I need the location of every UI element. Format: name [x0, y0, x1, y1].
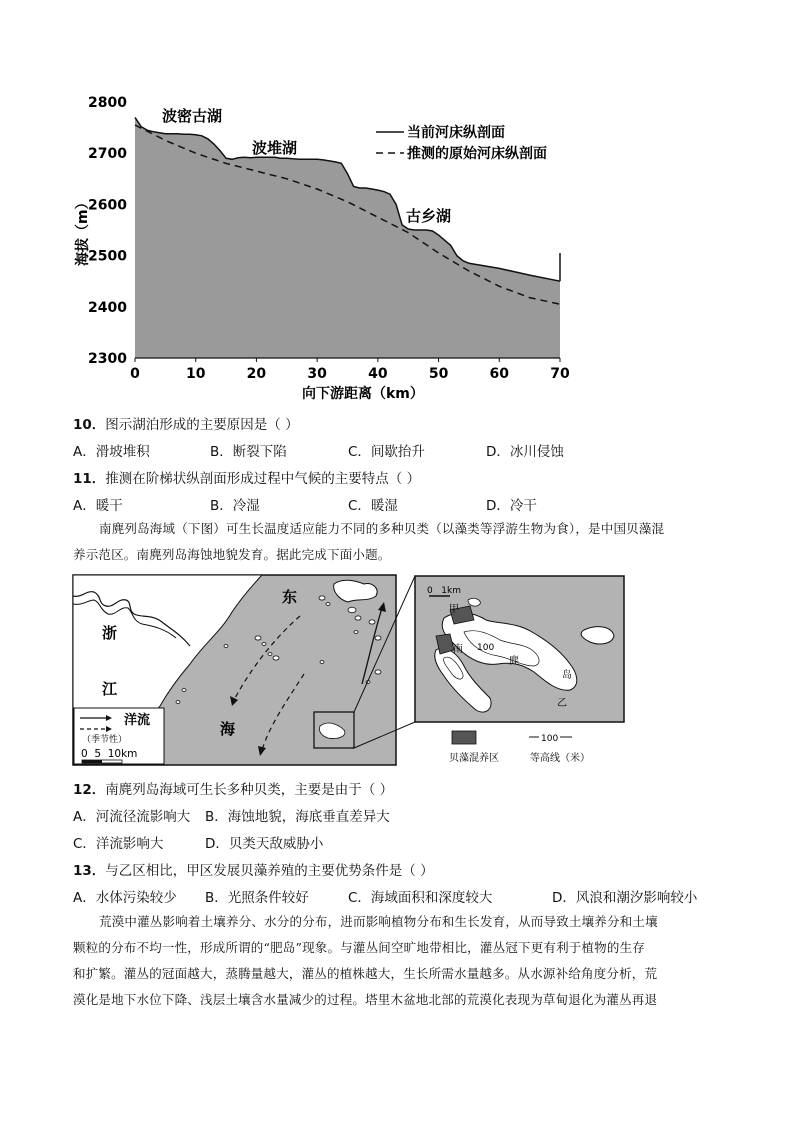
- y-tick-label: 2800: [88, 95, 127, 111]
- q11-option-b[interactable]: B．冷湿: [210, 498, 260, 514]
- islet: [375, 670, 381, 674]
- q10-option-d[interactable]: D．冰川侵蚀: [486, 444, 564, 460]
- q10-option-c[interactable]: C．间歇抬升: [348, 444, 425, 460]
- x-tick-label: 30: [307, 366, 327, 382]
- label-jiang: 江: [102, 680, 118, 698]
- question-13: 13．与乙区相比，甲区发展贝藻养殖的主要优势条件是（ ）: [73, 863, 434, 879]
- q12-option-c[interactable]: C．洋流影响大: [73, 836, 164, 852]
- islet: [182, 689, 186, 692]
- legend-seasonal-text: （季节性）: [82, 735, 128, 745]
- legend-inferred-label: 推测的原始河床纵剖面: [407, 146, 547, 162]
- legend-contour-text: 等高线（米）: [530, 753, 590, 764]
- lake-label-bomi: 波密古湖: [162, 107, 223, 125]
- inset-label-nan: 南: [453, 644, 463, 655]
- islet: [255, 636, 261, 640]
- q13-option-c[interactable]: C．海域面积和深度较大: [348, 890, 493, 906]
- q11-option-a[interactable]: A．暖干: [73, 498, 123, 514]
- inset-label-jia: 甲: [449, 604, 459, 615]
- y-tick-label: 2500: [88, 248, 127, 265]
- islet: [320, 661, 324, 664]
- lake-label-bodui: 波堆湖: [252, 139, 298, 157]
- q10-option-b[interactable]: B．断裂下陷: [210, 444, 287, 460]
- q11-option-c[interactable]: C．暖湿: [348, 498, 398, 514]
- islet: [262, 643, 266, 646]
- x-tick-label: 40: [368, 366, 388, 382]
- question-12: 12．南麂列岛海域可生长多种贝类，主要是由于（ ）: [73, 782, 394, 798]
- y-axis-title: 海拔（m）: [75, 195, 91, 266]
- legend-zone-swatch: [452, 731, 476, 744]
- inset-label-yi: 乙: [557, 698, 567, 709]
- islet: [326, 603, 330, 606]
- nanji-map: [72, 574, 727, 770]
- islet: [224, 645, 228, 648]
- inset-label-ji: 麂: [509, 656, 519, 667]
- legend-contour-value: 100: [541, 734, 559, 744]
- y-tick-label: 2300: [88, 351, 127, 367]
- islet: [268, 653, 272, 656]
- q12-option-b[interactable]: B．海蚀地貌，海底垂直差异大: [205, 809, 390, 825]
- question-10: 10．图示湖泊形成的主要原因是（ ）: [73, 417, 299, 433]
- q13-option-b[interactable]: B．光照条件较好: [205, 890, 309, 906]
- y-tick-label: 2600: [88, 197, 127, 214]
- islet: [369, 620, 375, 624]
- intro-paragraph-1: 南麂列岛海域（下图）可生长温度适应能力不同的多种贝类（以藻类等浮游生物为食），是中国贝藻混 养示范区。南麂列岛海蚀地貌发育。据此完成下面小题。: [73, 521, 665, 562]
- map-scale-text: 0 5 10km: [81, 748, 138, 760]
- islet: [273, 656, 279, 660]
- x-tick-label: 50: [428, 366, 449, 382]
- x-tick-label: 0: [130, 366, 140, 382]
- y-tick-label: 2700: [88, 146, 127, 163]
- inset-contour-label: 100: [477, 643, 495, 653]
- island-ne: [334, 580, 377, 602]
- label-zhe: 浙: [102, 624, 118, 642]
- label-hai: 海: [220, 720, 236, 738]
- x-axis-title: 向下游距离（km）: [302, 386, 424, 402]
- inset-scale-text: 0 1km: [427, 586, 462, 596]
- profile-chart: [70, 88, 590, 408]
- q13-option-d[interactable]: D．风浪和潮汐影响较小: [552, 890, 698, 906]
- x-tick-label: 20: [246, 366, 267, 382]
- q12-option-a[interactable]: A．河流径流影响大: [73, 809, 191, 825]
- islet: [355, 616, 361, 620]
- q12-option-d[interactable]: D．贝类天敌威胁小: [205, 836, 324, 852]
- q11-option-d[interactable]: D．冷干: [486, 498, 537, 514]
- intro-paragraph-2: 荒漠中灌丛影响着土壤养分、水分的分布，进而影响植物分布和生长发育，从而导致土壤养分和土壤 颗粒的分布不均一性，形成所谓的“肥岛”现象。与灌丛间空旷地带相比，灌丛冠下更有利于植物的生存 和扩繁。灌丛的冠面越大，蒸腾量越大，灌丛的植株越大，生长所需水量越多。从水源补给角度分析，荒 漠化是地下水位下降、浅层土壤含水量减少的过程。塔里木盆地北部的荒漠化表现为草甸退化为灌丛再退: [73, 914, 658, 1007]
- legend-current-text: 洋流: [124, 713, 151, 728]
- islet: [176, 701, 180, 704]
- label-dong: 东: [282, 588, 298, 606]
- x-tick-label: 10: [185, 366, 206, 382]
- map-scale-bar-fill: [82, 760, 102, 763]
- legend-current-label: 当前河床纵剖面: [407, 125, 505, 141]
- q13-option-a[interactable]: A．水体污染较少: [73, 890, 177, 906]
- inset-label-dao: 岛: [562, 670, 572, 681]
- y-tick-label: 2400: [88, 299, 127, 316]
- x-tick-label: 60: [489, 366, 510, 382]
- islet: [375, 636, 381, 640]
- islet: [354, 631, 358, 634]
- lake-label-guxiang: 古乡湖: [406, 207, 452, 225]
- legend-zone-text: 贝藻混养区: [449, 753, 499, 764]
- q10-option-a[interactable]: A．滑坡堆积: [73, 444, 150, 460]
- islet: [348, 607, 356, 613]
- islet: [319, 596, 325, 600]
- question-11: 11．推测在阶梯状纵剖面形成过程中气候的主要特点（ ）: [73, 471, 421, 487]
- x-tick-label: 70: [550, 366, 570, 382]
